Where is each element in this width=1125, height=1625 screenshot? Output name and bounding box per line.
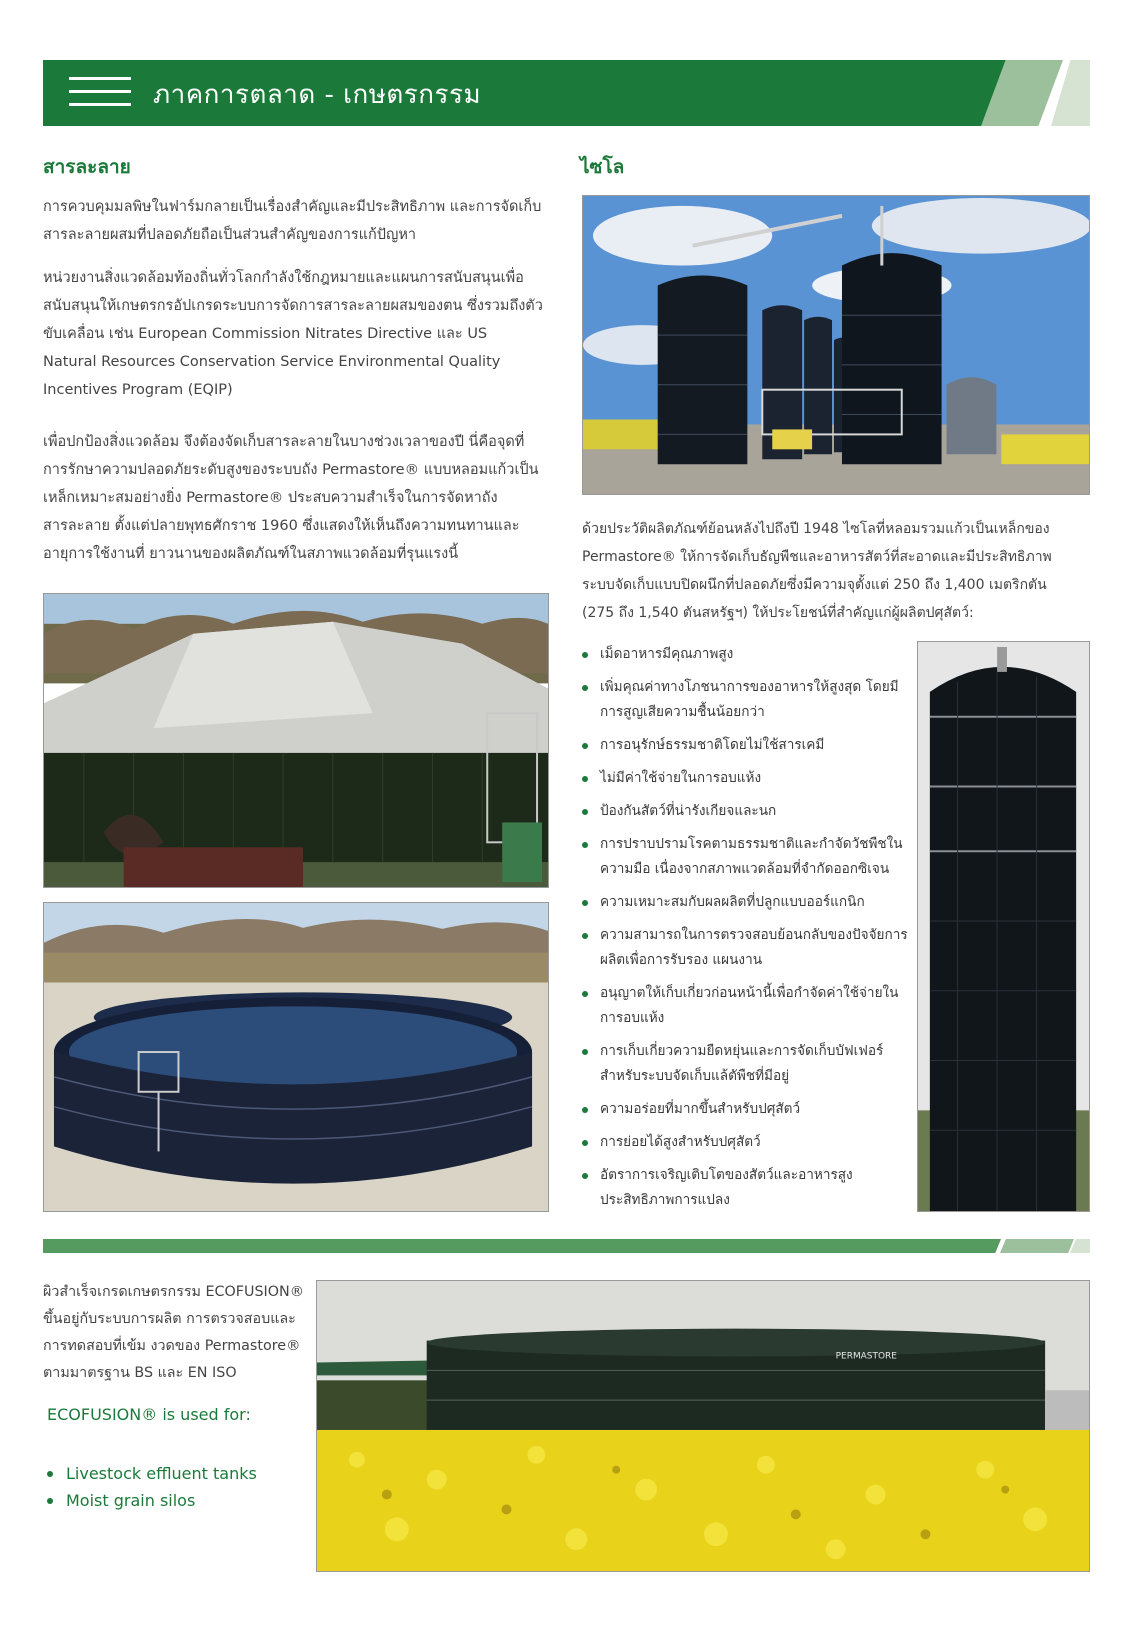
list-item: การปราบปรามโรคตามธรรมชาติและกำจัดวัชพืชในความมือ เนื่องจากสภาพแวดล้อมที่จำกัดออกซิเจน [582, 832, 912, 882]
list-item: เพิ่มคุณค่าทางโภชนาการของอาหารให้สูงสุด โดยมีการสูญเสียความชื้นน้อยกว่า [582, 675, 912, 725]
list-item: ความสามารถในการตรวจสอบย้อนกลับของปัจจัยการผลิตเพื่อการรับรอง แผนงาน [582, 923, 912, 973]
photo-covered-slurry-tank [43, 593, 549, 888]
photo-tall-silo [917, 641, 1090, 1212]
section-title-slurry: สารละลาย [43, 156, 131, 178]
section-title-silos: ไซโล [580, 156, 625, 178]
list-item: ความอร่อยที่มากขึ้นสำหรับปศุสัตว์ [582, 1097, 912, 1122]
list-item: เม็ดอาหารมีคุณภาพสูง [582, 642, 912, 667]
silo-benefits-list [582, 642, 912, 1221]
section-divider [43, 1239, 1090, 1253]
photo-open-slurry-tank [43, 902, 549, 1212]
slurry-paragraph-3: เพื่อปกป้องสิ่งแวดล้อม จึงต้องจัดเก็บสารละลายในบางช่วงเวลาของปี นี่คือจุดที่การรักษาความปลอดภัยระดับสูงของระบบถัง Permastore® แบบหลอมแก้วเป็นเหล็กเหมาะสมอย่างยิ่ง Permastore® ประสบความสำเร็จในการจัดหาถังสารละลาย ตั้งแต่ปลายพุทธศักราช 1960 ซึ่งแสดงให้เห็นถึงความทนทานและอายุการใช้งานที่ ยาวนานของผลิตภัณฑ์ในสภาพแวดล้อมที่รุนแรงนี้ [43, 434, 539, 562]
list-item: การย่อยได้สูงสำหรับปศุสัตว์ [582, 1130, 912, 1155]
header-band [43, 60, 1090, 126]
menu-icon [69, 77, 131, 107]
slurry-paragraph-1: การควบคุมมลพิษในฟาร์มกลายเป็นเรื่องสำคัญและมีประสิทธิภาพ และการจัดเก็บสารละลายผสมที่ปลอดภัยถือเป็นส่วนสำคัญของการแก้ปัญหา [43, 199, 542, 243]
tank-logo-text: PERMASTORE [835, 1351, 897, 1362]
silos-paragraph: ด้วยประวัติผลิตภัณฑ์ย้อนหลังไปถึงปี 1948 ไซโลที่หลอมรวมแก้วเป็นเหล็กของ Permastore® ให้การจัดเก็บธัญพืชและอาหารสัตว์ที่สะอาดและมีประสิทธิภาพ ระบบจัดเก็บแบบปิดผนึกที่ปลอดภัยซึ่งมีความจุตั้งแต่ 250 ถึง 1,400 เมตริกตัน (275 ถึง 1,540 ตันสหรัฐฯ) ให้ประโยชน์ที่สำคัญแก่ผู้ผลิตปศุสัตว์: [582, 521, 1052, 621]
list-item: การเก็บเกี่ยวความยืดหยุ่นและการจัดเก็บบัฟเฟอร์สำหรับระบบจัดเก็บแล้ตัพืชที่มีอยู่ [582, 1039, 912, 1089]
ecofusion-paragraph: ผิวสำเร็จเกรดเกษตรกรรม ECOFUSION® ขึ้นอยู่กับระบบการผลิต การตรวจสอบและการทดสอบที่เข้ม งวดของ Permastore® ตามมาตรฐาน BS และ EN ISO [43, 1284, 305, 1381]
list-item: อนุญาตให้เก็บเกี่ยวก่อนหน้านี้เพื่อกำจัดค่าใช้จ่ายในการอบแห้ง [582, 981, 912, 1031]
list-item: ความเหมาะสมกับผลผลิตที่ปลูกแบบออร์แกนิก [582, 890, 912, 915]
slurry-paragraph-2: หน่วยงานสิ่งแวดล้อมท้องถิ่นทั่วโลกกำลังใช้กฎหมายและแผนการสนับสนุนเพื่อสนับสนุนให้เกษตรกรอัปเกรดระบบการจัดการสารละลายผสมของตน ซึ่งรวมถึงตัวขับเคลื่อน เช่น European Commission Nitrates Directive และ US Natural Resources Conservation Service Environmental Quality Incentives Program (EQIP) [43, 270, 543, 398]
page-title: ภาคการตลาด - เกษตรกรรม [153, 80, 482, 110]
list-item: การอนุรักษ์ธรรมชาติโดยไม่ใช้สารเคมี [582, 733, 912, 758]
ecofusion-heading: ECOFUSION® is used for: [47, 1405, 251, 1424]
list-item: Livestock effluent tanks [47, 1460, 257, 1487]
photo-tank-rapeseed-field [316, 1280, 1090, 1572]
list-item: ไม่มีค่าใช้จ่ายในการอบแห้ง [582, 766, 912, 791]
list-item: อัตราการเจริญเติบโตของสัตว์และอาหารสูงประสิทธิภาพการแปลง [582, 1163, 912, 1213]
ecofusion-uses-list [47, 1460, 257, 1514]
list-item: ป้องกันสัตว์ที่น่ารังเกียจและนก [582, 799, 912, 824]
photo-silo-farm [582, 195, 1090, 495]
list-item: Moist grain silos [47, 1487, 257, 1514]
